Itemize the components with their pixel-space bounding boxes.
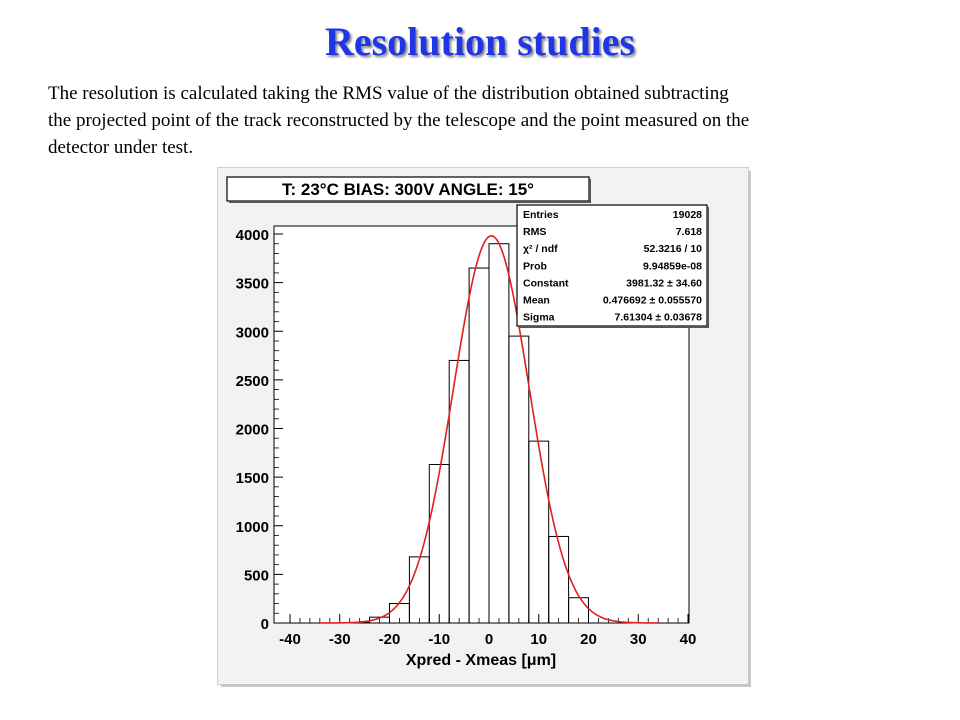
x-tick-label: -40 bbox=[279, 631, 301, 648]
y-tick-label: 2000 bbox=[235, 421, 269, 439]
x-tick-label: -30 bbox=[328, 631, 351, 648]
y-tick-label: 0 bbox=[260, 616, 269, 633]
x-tick-label: 0 bbox=[484, 631, 494, 648]
stats-label: Constant bbox=[523, 277, 569, 290]
stats-value: 19028 bbox=[672, 209, 702, 221]
x-tick-label: 20 bbox=[580, 631, 597, 648]
stats-label: RMS bbox=[523, 226, 547, 239]
y-tick-label: 1500 bbox=[235, 470, 269, 488]
y-tick-label: 500 bbox=[243, 567, 269, 585]
stats-value: 3981.32 ± 34.60 bbox=[626, 277, 702, 290]
slide-body-text bbox=[48, 80, 948, 161]
stats-value: 52.3216 / 10 bbox=[643, 243, 702, 256]
histogram-canvas bbox=[217, 167, 749, 685]
stats-label: Prob bbox=[523, 260, 547, 273]
stats-value: 7.618 bbox=[675, 226, 702, 239]
histogram-chart bbox=[218, 168, 748, 684]
y-tick-label: 2500 bbox=[235, 372, 269, 390]
body-line: The resolution is calculated taking the RMS value of the distribution obtained subtracting bbox=[48, 83, 729, 104]
x-axis-label: Xpred - Xmeas [μm] bbox=[405, 652, 557, 669]
y-tick-label: 3000 bbox=[235, 324, 269, 342]
stats-label: Sigma bbox=[523, 311, 555, 324]
x-tick-label: 40 bbox=[679, 631, 697, 648]
x-tick-label: 10 bbox=[530, 631, 548, 648]
stats-value: 0.476692 ± 0.055570 bbox=[602, 294, 702, 307]
body-line: detector under test. bbox=[48, 137, 194, 158]
slide-title: Resolution studies bbox=[324, 19, 636, 64]
x-tick-label: -10 bbox=[428, 631, 451, 648]
stats-label: χ² / ndf bbox=[523, 243, 558, 256]
y-tick-label: 4000 bbox=[235, 227, 269, 244]
x-tick-label: 30 bbox=[629, 631, 647, 648]
stats-label: Entries bbox=[523, 209, 559, 221]
x-tick-label: -20 bbox=[378, 631, 401, 648]
y-tick-label: 1000 bbox=[235, 518, 269, 536]
y-tick-label: 3500 bbox=[235, 275, 269, 293]
stats-value: 9.94859e-08 bbox=[643, 260, 702, 273]
stats-label: Mean bbox=[523, 294, 550, 307]
body-line: the projected point of the track reconstructed by the telescope and the point measured on the bbox=[48, 110, 750, 131]
chart-title: T: 23°C BIAS: 300V ANGLE: 15° bbox=[282, 180, 534, 199]
stats-value: 7.61304 ± 0.03678 bbox=[614, 311, 702, 324]
